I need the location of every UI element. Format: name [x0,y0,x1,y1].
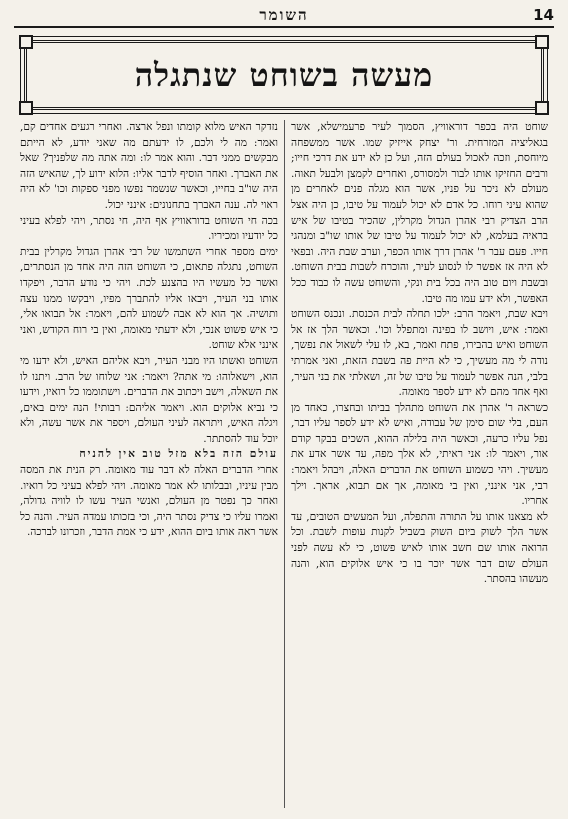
frame-corner-ornament [535,101,549,115]
paragraph: אחרי הדברים האלה לא דבר עוד מאומה. רק הנית את המסה מבין עיניו, ובבלותו לא אמר מאומה. ויהי לפלא בעיני כל רואיו. ואחר כך נפטר מן העולם, ואנשי העיר עשו לו לוויה גדולה, ואמרו עליו כי צדיק נסתר היה, וכי בזכותו עמדה העיר. והנה כל אשר ראה אותו ביום ההוא, ידע כי אמת הדבר, וזכרונו לברכה. [20,464,278,539]
left-column [14,120,284,808]
page-header [14,4,554,28]
paragraph: ימים מספר אחרי השתמשו של רבי אהרן הגדול מקרלין בבית השוחט, נתגלה פתאום, כי השוחט הזה היה אחד מן הנסתרים, ואשר כל מעשיו היו בהצנע לכת. ויהי כי נודע הדבר, ויפקדו אותו בני העיר, ויבאו אליו להתברך מפיו, ויבקשו ממנו עצה ותושיה. אך הוא לא אבה לשמוע להם, ויאמר: אל תבואו אלי, כי איש פשוט אנכי, ולא ידעתי מאומה, ואין בי רוח הקודש, ואני אינני אלא שוחט. [20,245,278,352]
page-number: 14 [533,6,554,24]
frame-corner-ornament [535,35,549,49]
paragraph: לא מצאנו אותו על התורה והתפלה, ועל המעשים הטובים, עד אשר הלך לשוק ביום השוק בשביל לקנות עופות לשבת. וכל הרואה אותו שם חשב אותו לאיש פשוט, כי לא עשה לפני העולם שום דבר אשר יוכר בו כי איש אלוקים הוא, והנה מעשהו בהסתר. [291,510,548,586]
paragraph: ויבא שבת, ויאמר הרב: ילכו תחלה לבית הכנסת. ונכנס השוחט ואמר: איש, ויושב לו בפינה ומתפלל וכו'. וכאשר הלך אז אל השוחט ואיש בהבירו, פתח ואמר, בא, לו עלי לשאול את נפשך, נודה לי מה מעשיך, כי לא היית פה בשבת הזאת, ואני אמרתי בלבי, הנה אפשר לעמוד על טיבו של זה, ושאלתי את בני העיר, ואף אחד מהם לא ידע לספר מאומה. [291,308,548,399]
article-title-frame [24,40,544,110]
paragraph: בכה חי השוחט בדוראוויץ אף היה, חי נסתר, ויהי לפלא בעיני כל יודעיו ומכיריו. [20,214,278,243]
article-title: מעשה בשוחט שנתגלה [134,56,434,94]
right-column [284,120,554,808]
spaced-emphasis-line: עולם הזה בלא מזל טוב אין להניח [79,448,278,461]
paragraph: השוחט ואשתו היו מבני העיר, ויבא אליהם האיש, ולא ידעו מי הוא, וישאלוהו: מי אתה? ויאמר: אני שלוחו של הרב. ויתנו לו את השאלה, וישב ויכתוב את הדברים. וישתוממו כל רואיו, וידעו כי נביא אלוקים הוא. ויאמר אליהם: רבותי! הנה ימים באים, ויגלה האיש, ויתראה לעיני העולם, ויספר את אשר עשה, ולא יוכל עוד להסתתר. [20,354,278,445]
newspaper-name: השומר [259,6,309,24]
paragraph: נזדקר האיש מלוא קומתו ונפל ארצה. ואחרי רגעים אחדים קם, ואמר: מה לי ולכם, לו ידעתם מה שאני יודע, לא הייתם מבקשים ממני דבר. והוא אמר לו: ומה אתה מה שלפניך? שאל את האברך. ואחר הוסיף לדבר אליו: הלוא ידוע לך, שהאיש הזה היה שו"ב בחייו, וכאשר שנשמר נפשו מפני ספקות וכו' לא היה ראוי לה. ענה האברך בתחנונים: אינני יכול. [20,121,278,211]
frame-corner-ornament [19,35,33,49]
paragraph: כשראה ר' אהרן את השוחט מתהלך בביתו ובחצרו, כאחד מן העם, בלי שום סימן של עבודה, ואיש לא ידע לספר עליו דבר, נפל עליו כרעה, וכאשר היה בלילה ההוא, השכים בבקר קודם אור, ויאמר לו: אני ראיתי, לא אלך מפה, עד אשר אדע את מעשיך. ויהי כשמוע השוחט את הדברים האלה, ויבהל ויאמר: רבי, אני אינני, ואין בי מאומה, אך אם תבוא, אראך. וילך אחריו. [291,401,548,508]
frame-corner-ornament [19,101,33,115]
article-body [14,120,554,808]
paragraph: שוחט היה בכפר דוראוויץ, הסמוך לעיר פרעמישלא, אשר בגאליציה המזרחית. ור' יצחק אייזיק שמו. אשר ממשפחה מיוחסת, וזכה לאכול בעולם הזה, ועל כן לא ידע את דרכי חייו; ורבים החזיקו אותו לבור ולמסורס, ואחרים לקמצן ולבעל תאוה. מעולם לא ניכר על פניו, אשר הוא מגלה פנים לאחרים מן שהוא עיני רוחו. כל אדם לא יכול לעמוד על טיבו, כן היה אצל הרב הצדיק רבי אהרן הגדול מקרלין, שהכיר בטיבו של איש בראיה בעלמא, לא יכול לעמוד על טיבו של אותו שו"ב ומנהגי חייו. פעם עבר ר' אהרן דרך אותו הכפר, וערב שבת היה. ובפאי לא היה אז אפשר לו לנסוע לעיר, והוכרח לשבות בבית השוחט. ובשבת ויום טוב היה בכל בית ונקי, והשוחט עשה לו כבוד ככל האפשר, ולא ידע עמו מה טיבו. [291,121,548,305]
